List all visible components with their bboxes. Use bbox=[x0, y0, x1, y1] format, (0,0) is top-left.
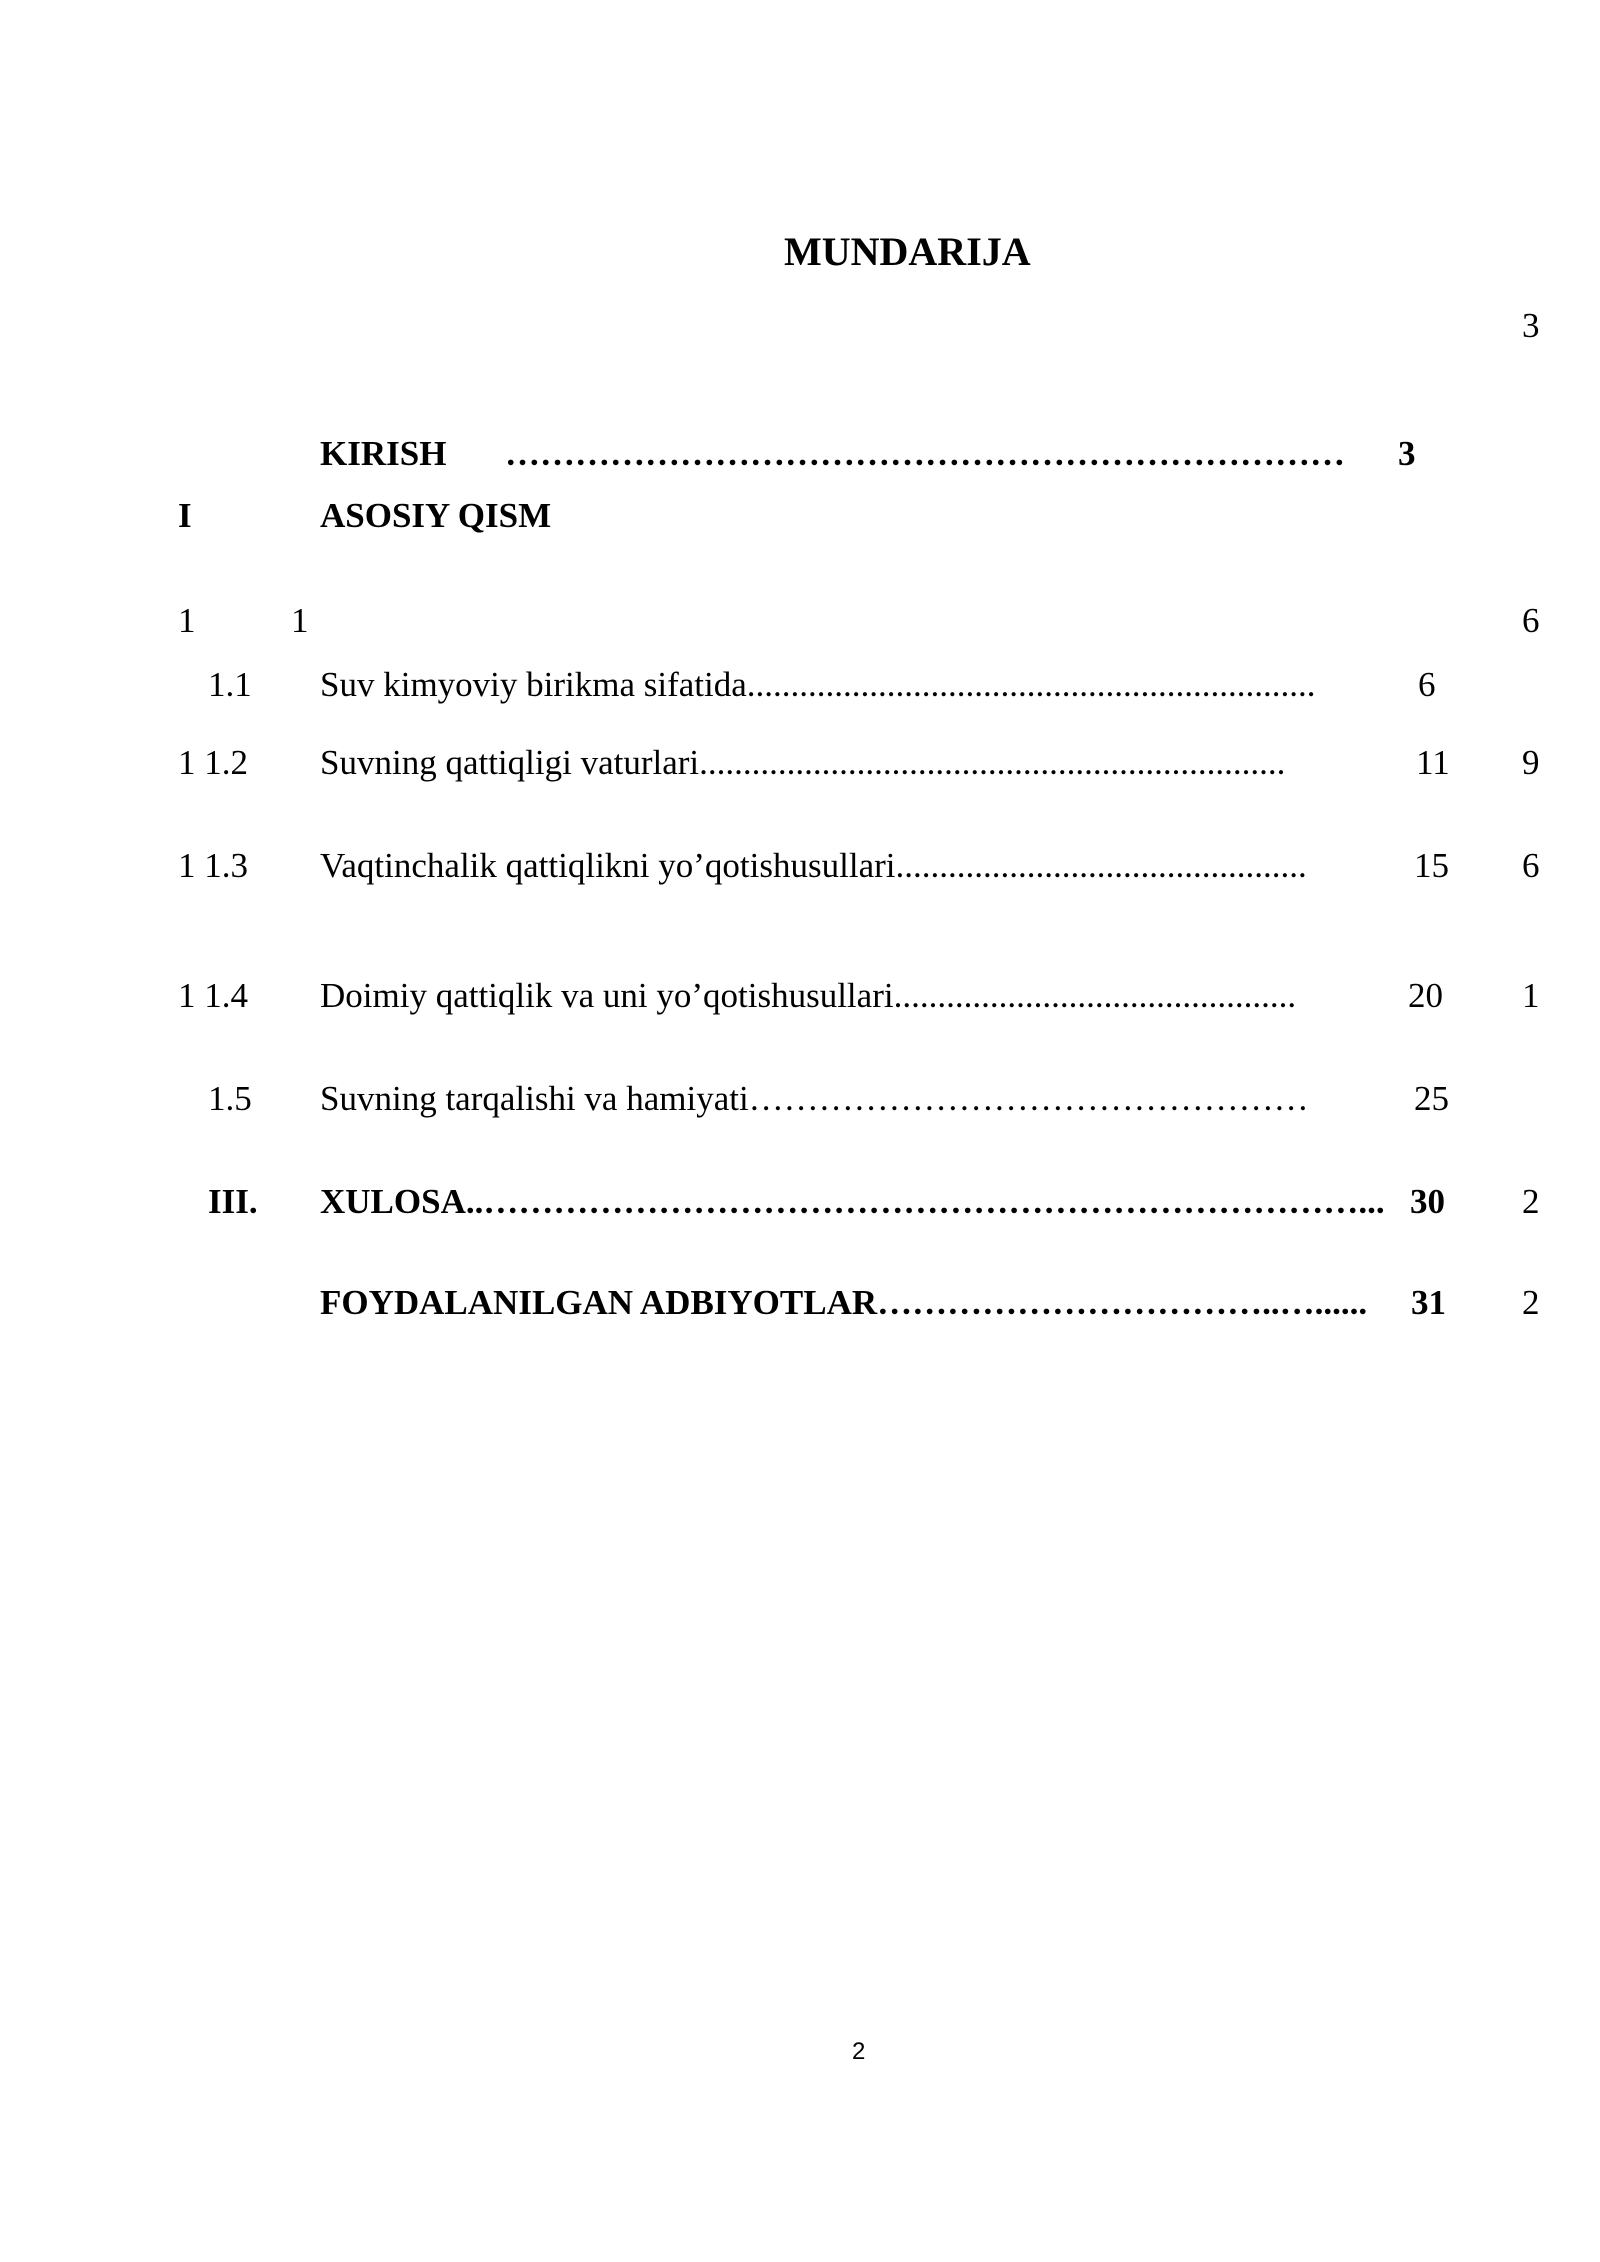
toc-label: KIRISH bbox=[320, 434, 447, 473]
toc-label: Suvning tarqalishi va hamiyati………………………………………… bbox=[320, 1079, 1309, 1118]
toc-right-number: 6 bbox=[1522, 601, 1540, 640]
toc-label: Suvning qattiqligi vaturlari................................................................... bbox=[320, 743, 1286, 782]
toc-label: XULOSA..…………………………………………………………………... bbox=[320, 1182, 1385, 1221]
toc-page: 20 bbox=[1408, 976, 1443, 1015]
toc-page: 15 bbox=[1414, 846, 1449, 885]
toc-numeral: I bbox=[178, 496, 192, 535]
toc-right-number: 1 bbox=[1522, 976, 1540, 1015]
toc-label: Suv kimyoviy birikma sifatida................................................................. bbox=[320, 665, 1316, 704]
page-number: 2 bbox=[852, 2038, 866, 2065]
toc-page: 3 bbox=[1398, 434, 1416, 473]
toc-number: 1 bbox=[291, 601, 309, 640]
toc-right-number: 2 bbox=[1522, 1283, 1540, 1322]
toc-number: 1 bbox=[178, 601, 196, 640]
toc-right-number: 2 bbox=[1522, 1182, 1540, 1221]
toc-number: 1.5 bbox=[208, 1079, 252, 1118]
toc-right-number: 6 bbox=[1522, 846, 1540, 885]
toc-number: 1.1 bbox=[208, 665, 252, 704]
toc-page: 11 bbox=[1416, 743, 1450, 782]
toc-label: Vaqtinchalik qattiqlikni yo’qotishusullari............................................... bbox=[320, 846, 1307, 885]
toc-page: 25 bbox=[1414, 1079, 1449, 1118]
toc-number: III. bbox=[208, 1182, 258, 1221]
toc-right-number: 9 bbox=[1522, 743, 1540, 782]
toc-label: Doimiy qattiqlik va uni yo’qotishusullari.............................................. bbox=[320, 976, 1297, 1015]
toc-number: 1 1.3 bbox=[178, 846, 248, 885]
page-title: MUNDARIJA bbox=[784, 229, 1031, 274]
toc-page: 6 bbox=[1418, 665, 1436, 704]
toc-number: 1 1.2 bbox=[178, 743, 248, 782]
toc-label: FOYDALANILGAN ADBIYOTLAR……………………………..…...... bbox=[320, 1283, 1368, 1322]
toc-leader: ……………………………………………………………… bbox=[505, 434, 1345, 473]
toc-number: 1 1.4 bbox=[178, 976, 248, 1015]
top-right-number: 3 bbox=[1522, 306, 1540, 345]
toc-page: 30 bbox=[1410, 1182, 1445, 1221]
toc-label: ASOSIY QISM bbox=[320, 496, 552, 535]
toc-page: 31 bbox=[1411, 1283, 1446, 1322]
